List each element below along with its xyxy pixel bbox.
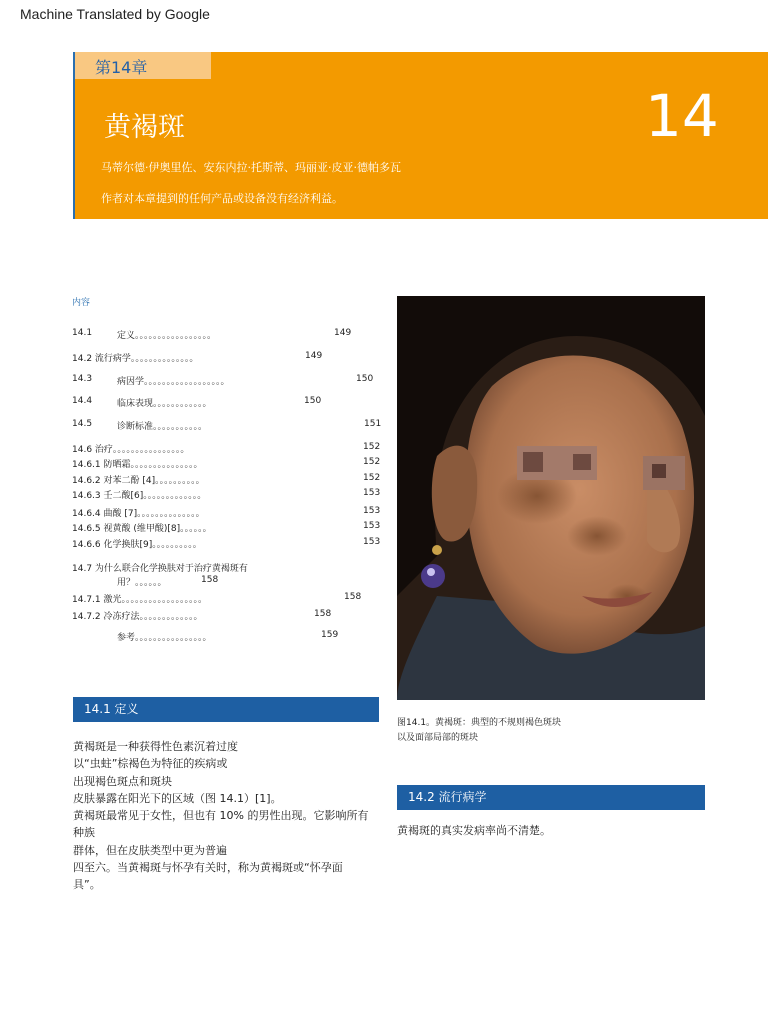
toc-entry[interactable]: [72, 457, 382, 470]
section-heading-14-1: 14.1 定义: [73, 697, 379, 722]
toc-page: 152: [363, 442, 381, 452]
toc-entry[interactable]: [72, 473, 382, 486]
toc-title: 14.6.3 壬二酸[6]。。。。。。。。。。。。。: [72, 491, 207, 501]
chapter-header: [73, 52, 768, 219]
toc-title: 定义。。。。。。。。。。。。。。。。。: [117, 331, 217, 341]
toc-entry[interactable]: [72, 521, 382, 534]
body-line: 四至六。当黄褐斑与怀孕有关时，称为黄褐斑或“怀孕面: [73, 861, 343, 875]
toc-page: 150: [304, 396, 322, 406]
toc-entry[interactable]: [72, 374, 382, 387]
chapter-label: 第14章: [95, 58, 148, 77]
toc-title: 诊断标准。。。。。。。。。。。: [117, 422, 208, 432]
toc-entry[interactable]: [72, 630, 382, 643]
toc-entry[interactable]: [72, 419, 382, 432]
toc-page: 153: [363, 506, 381, 516]
toc-page: 152: [363, 457, 381, 467]
body-line: 以“虫蛀”棕褐色为特征的疾病或: [73, 757, 228, 771]
toc-title: 14.7.1 激光。。。。。。。。。。。。。。。。。。: [72, 595, 207, 605]
toc-page: 152: [363, 473, 381, 483]
toc-entry[interactable]: [72, 592, 382, 605]
toc-entry[interactable]: [72, 575, 382, 588]
toc-page: 149: [305, 351, 323, 361]
toc-title: 病因学。。。。。。。。。。。。。。。。。。: [117, 377, 230, 387]
toc-title: 临床表现。。。。。。。。。。。。: [117, 399, 212, 409]
toc-title: 参考。。。。。。。。。。。。。。。。: [117, 633, 212, 643]
toc-number: 14.1: [72, 328, 93, 338]
chapter-number: 14: [645, 82, 719, 150]
toc-page: 151: [364, 419, 382, 429]
section-14-2-body: 黄褐斑的真实发病率尚不清楚。: [397, 824, 551, 837]
toc-entry[interactable]: [72, 506, 382, 519]
toc-page: 153: [363, 537, 381, 547]
toc-entry[interactable]: [72, 609, 382, 622]
toc-entry[interactable]: [72, 396, 382, 409]
toc-title: 14.6 治疗。。。。。。。。。。。。。。。。: [72, 445, 190, 455]
toc-entry[interactable]: [72, 488, 382, 501]
body-line: 黄褐斑最常见于女性，但也有 10% 的男性出现。它影响所有: [73, 809, 369, 823]
earring-gem: [421, 564, 445, 588]
body-line: 种族: [73, 826, 95, 840]
toc-entry[interactable]: [72, 351, 382, 364]
toc-page: 159: [321, 630, 339, 640]
toc-title: 14.6.2 对苯二酚 [4]。。。。。。。。。。: [72, 476, 205, 486]
toc-title: 14.6.4 曲酸 [7]。。。。。。。。。。。。。。: [72, 509, 205, 519]
chapter-title: 黄褐斑: [104, 112, 185, 143]
toc-title: 14.6.5 视黄酸 (维甲酸)[8]。。。。。。: [72, 524, 212, 534]
toc-page: 158: [314, 609, 332, 619]
toc-title: 14.6.1 防晒霜。。。。。。。。。。。。。。。: [72, 460, 203, 470]
toc-number: 14.3: [72, 374, 93, 384]
toc-page: 150: [356, 374, 374, 384]
toc-page: 153: [363, 488, 381, 498]
toc-title: 14.6.6 化学换肤[9]。。。。。。。。。。: [72, 540, 202, 550]
toc-number: 14.5: [72, 419, 93, 429]
body-line: 黄褐斑是一种获得性色素沉着过度: [73, 740, 238, 753]
section-14-1-body: [73, 738, 383, 894]
toc-page: 158: [201, 575, 219, 585]
body-line: 具”。: [73, 878, 101, 892]
figure-caption-line: 图14.1。黄褐斑：典型的不规则褐色斑块: [397, 718, 562, 728]
financial-disclaimer: 作者对本章提到的任何产品或设备没有经济利益。: [101, 192, 343, 205]
toc-entry[interactable]: [72, 442, 382, 455]
body-line: 出现褐色斑点和斑块: [73, 774, 172, 788]
toc-page: 149: [334, 328, 352, 338]
contents-heading: 内容: [72, 298, 91, 308]
body-line: 群体，但在皮肤类型中更为普遍: [73, 843, 227, 857]
toc-page: 153: [363, 521, 381, 531]
toc-title: 用？。。。。。。: [117, 578, 167, 588]
toc-entry[interactable]: [72, 328, 382, 341]
chapter-label-tab: [75, 52, 211, 79]
machine-translation-banner: Machine Translated by Google: [20, 6, 210, 22]
toc-title: 14.2 流行病学。。。。。。。。。。。。。。: [72, 354, 199, 364]
toc-number: 14.4: [72, 396, 93, 406]
toc-entry[interactable]: [72, 537, 382, 550]
toc-title: 14.7 为什么联合化学换肤对于治疗黄褐斑有: [72, 564, 248, 574]
section-heading-14-2: 14.2 流行病学: [397, 785, 705, 810]
patient-face-illustration: [397, 296, 705, 700]
figure-14-1-photo: [397, 296, 705, 700]
toc-title: 14.7.2 冷冻疗法。。。。。。。。。。。。。: [72, 612, 203, 622]
figure-caption-line: 以及面部局部的斑块: [397, 733, 479, 743]
body-line: 皮肤暴露在阳光下的区域（图 14.1）[1]。: [73, 791, 282, 805]
chapter-authors: 马蒂尔德·伊奥里佐、安东内拉·托斯蒂、玛丽亚·皮亚·德帕多瓦: [101, 161, 401, 174]
figure-caption: [397, 716, 597, 746]
toc-page: 158: [344, 592, 362, 602]
toc-entry[interactable]: [72, 561, 382, 574]
